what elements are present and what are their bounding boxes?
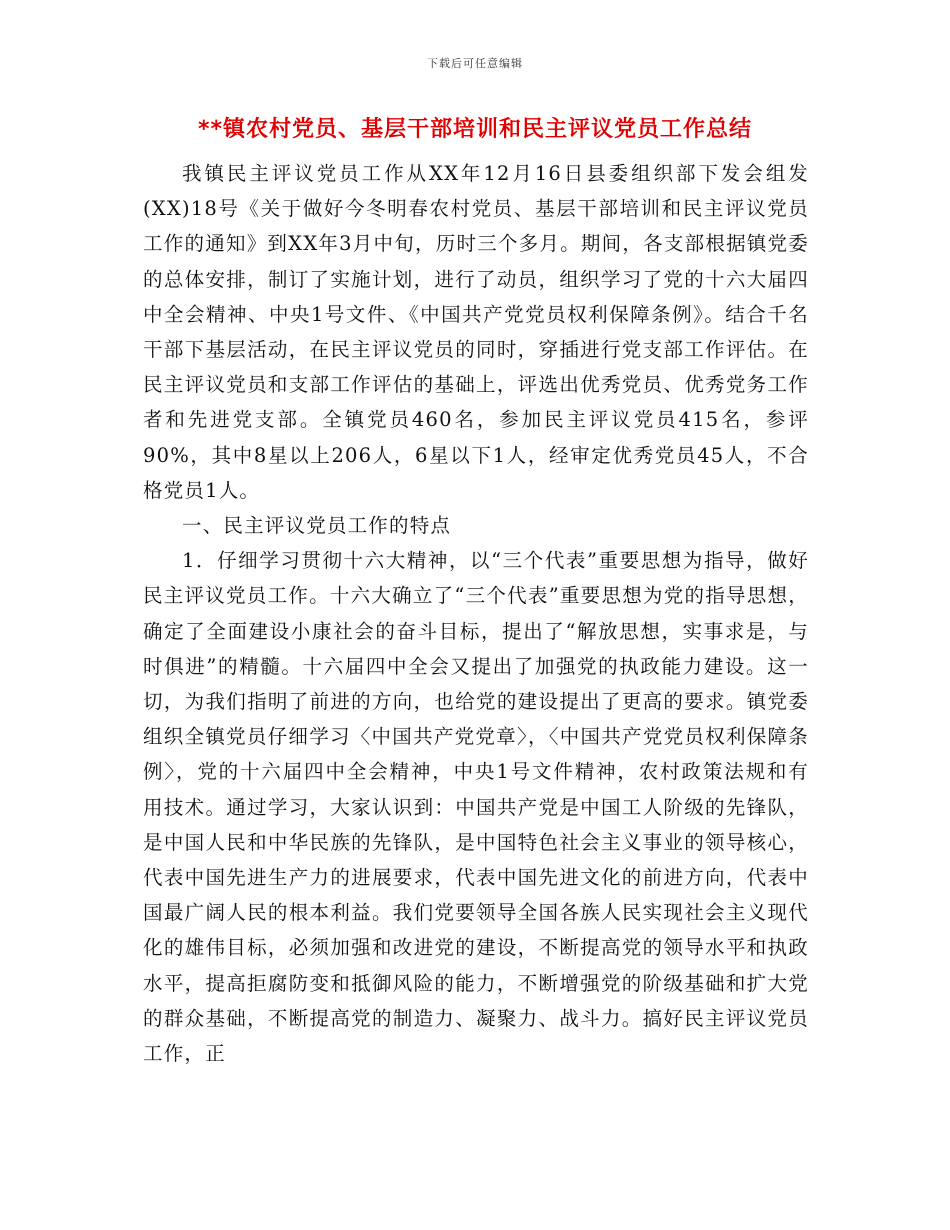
- section-heading: 一、民主评议党员工作的特点: [182, 514, 452, 538]
- header-note: 下载后可任意编辑: [427, 57, 523, 70]
- paragraph-point-1: 1．仔细学习贯彻十六大精神，以“三个代表”重要思想为指导，做好民主评议党员工作。十六大确立了“三个代表”重要思想为党的指导思想，确定了全面建设小康社会的奋斗目标，提出了“解放思想，实事求是，与时俱进”的精髓。十六届四中全会又提出了加强党的执政能力建设。这一切，为我们指明了前进的方向，也给党的建设提出了更高的要求。镇党委组织全镇党员仔细学习〈中国共产党党章〉，〈中国共产党党员权利保障条例〉，党的十六届四中全会精神，中央1号文件精神，农村政策法规和有用技术。通过学习，大家认识到：中国共产党是中国工人阶级的先锋队，是中国人民和中华民族的先锋队，是中国特色社会主义事业的领导核心，代表中国先进生产力的进展要求，代表中国先进文化的前进方向，代表中国最广阔人民的根本利益。我们党要领导全国各族人民实现社会主义现代化的雄伟目标，必须加强和改进党的建设，不断提高党的领导水平和执政水平，提高拒腐防变和抵御风险的能力，不断增强党的阶级基础和扩大党的群众基础，不断提高党的制造力、凝聚力、战斗力。搞好民主评议党员工作，正: [143, 549, 809, 1066]
- document-title: **镇农村党员、基层干部培训和民主评议党员工作总结: [197, 117, 752, 142]
- paragraph-intro: 我镇民主评议党员工作从XX年12月16日县委组织部下发会组发(XX)18号《关于做好今冬明春农村党员、基层干部培训和民主评议党员工作的通知》到XX年3月中旬，历时三个多月。期间，各支部根据镇党委的总体安排，制订了实施计划，进行了动员，组织学习了党的十六大届四中全会精神、中央1号文件、《中国共产党党员权利保障条例》。结合千名干部下基层活动，在民主评议党员的同时，穿插进行党支部工作评估。在民主评议党员和支部工作评估的基础上，评选出优秀党员、优秀党务工作者和先进党支部。全镇党员460名，参加民主评议党员415名，参评90%，其中8星以上206人，6星以下1人，经审定优秀党员45人，不合格党员1人。: [143, 162, 809, 502]
- document-body: [143, 156, 809, 1071]
